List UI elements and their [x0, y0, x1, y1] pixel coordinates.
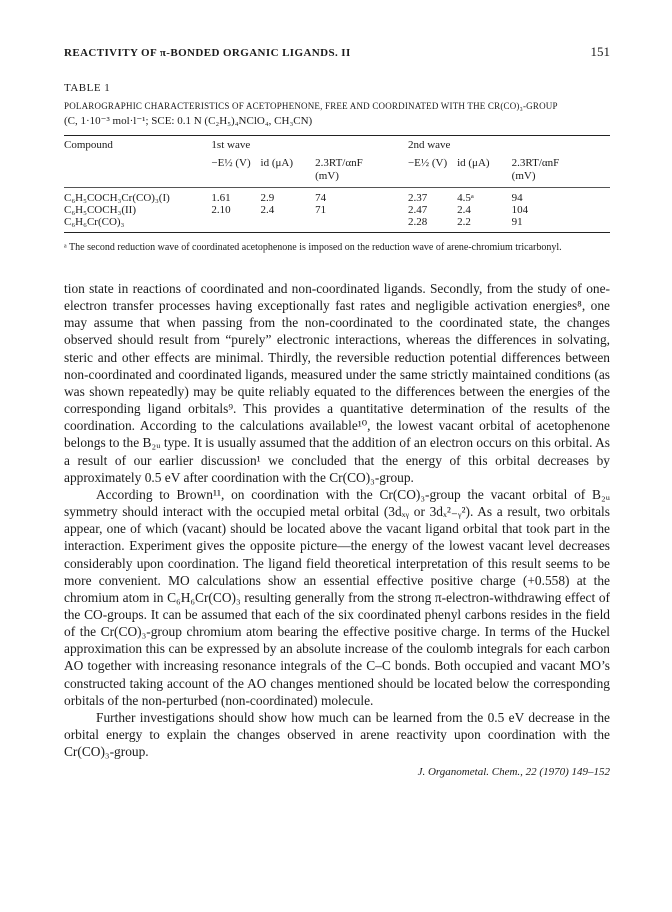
id1-cell: 2.4 — [260, 204, 275, 216]
e1-cell: 2.10 — [211, 204, 231, 216]
page — [64, 44, 610, 778]
id1-cell: 2.9 — [260, 192, 275, 204]
e2-cell: 2.37 — [407, 192, 428, 204]
section-divider — [64, 270, 610, 278]
compound-cell: C₆H₆Cr(CO)₃ — [64, 216, 125, 228]
id2-cell: 2.2 — [457, 216, 471, 228]
running-title: REACTIVITY OF π-BONDED ORGANIC LIGANDS. II — [64, 47, 351, 59]
table-row — [64, 216, 610, 233]
table-caption: POLAROGRAPHIC CHARACTERISTICS OF ACETOPHENONE, FREE AND COORDINATED WITH THE CR(CO)₃-GROUP — [64, 101, 558, 111]
data-table — [64, 135, 610, 233]
page-number: 151 — [590, 44, 610, 59]
paragraph: Further investigations should show how much can be learned from the 0.5 eV decrease in the orbital energy to explain the changes observed in arene reactivity upon coordination with the Cr(CO)₃-group. — [64, 709, 610, 760]
e2-cell: 2.28 — [407, 216, 428, 228]
id2-cell: 2.4 — [457, 204, 471, 216]
compound-cell: C₆H₅COCH₃(II) — [64, 204, 136, 216]
id2-cell: 4.5ᵃ — [457, 192, 474, 204]
table-label: TABLE 1 — [64, 82, 111, 94]
paragraph: According to Brown¹¹, on coordination with the Cr(CO)₃-group the vacant orbital of B₂ᵤ symmetry should interact with the occupied metal orbital (3dₓᵧ or 3dₓ²₋ᵧ²). As a result, two orbitals appear, one of which (vacant) should be located above the vacant ligand orbital that took part in the interaction. Experiment gives the opposite picture—the energy of the lowest vacant level decreases considerably upon coordination. The ligand field theoretical interpretation of this result seems to be more convenient. MO calculations show an essential effective positive charge (+0.558) at the chromium atom in C₆H₆Cr(CO)₃ resulting generally from the strong π-electron-withdrawing effect of the CO-groups. It can be assumed that each of the six coordinated phenyl carbons resides in the field of the Cr(CO)₃-group chromium atom bearing the effective positive charge. In terms of the Huckel approximation this can be expressed by an absolute increase of the coulomb integrals for each carbon AO together with increasing resonance integrals of the C–C bonds. Both occupied and vacant MO’s constructed taking account of the AO changes mentioned should be located below the corresponding orbitals of the non-perturbed (non-coordinated) molecule. — [64, 486, 610, 708]
table-row — [64, 204, 610, 216]
wave2-header: 2nd wave — [407, 139, 451, 151]
id1-cell — [261, 216, 316, 233]
rt1-cell: 74 — [315, 192, 327, 204]
rt1-cell — [315, 216, 408, 233]
col-rt2-header: 2.3RT/αnF (mV) — [511, 157, 560, 182]
col-id2-header: id (μA) — [457, 157, 490, 169]
col-e1-header: −E½ (V) — [211, 157, 251, 169]
compound-cell: C₆H₅COCH₃Cr(CO)₃(I) — [64, 192, 170, 204]
journal-citation: J. Organometal. Chem., 22 (1970) 149–152 — [417, 766, 610, 779]
col-e2-header: −E½ (V) — [407, 157, 448, 169]
e2-cell: 2.47 — [407, 204, 428, 216]
rt2-cell: 104 — [511, 204, 529, 216]
e1-cell — [211, 216, 260, 233]
col-rt1-header: 2.3RT/αnF (mV) — [315, 157, 363, 182]
compound-header: Compound — [64, 139, 113, 151]
col-id1-header: id (μA) — [260, 157, 294, 169]
table-footnote: ᵃ The second reduction wave of coordinated acetophenone is imposed on the reduction wave of arene-chromium tricarbonyl. — [64, 242, 562, 253]
running-header — [64, 44, 610, 66]
paragraph: tion state in reactions of coordinated and non-coordinated ligands. Secondly, from the study of one-electron transfer processes having exceptionally fast rates and negligible activation energies⁸, one may assume that when passing from the non-coordinated to the coordinated state, the changes observed should result from “purely” electronic interactions, whereas the differences in solvating, steric and other effects are minimal. Thirdly, the reversible reduction potential differences between non-coordinated and coordinated ligands, measured under the same strictly maintained conditions (as was shown repeatedly) may be quite reliably equated to the differences between the energies of the corresponding ligand orbitals⁹. This provides a quantitative determination of the results of the coordination. According to the calculations available¹⁰, the lowest vacant orbital of acetophenone belongs to the B₂ᵤ type. It is usually assumed that the addition of an electron occurs on this orbital. As a result of our earlier discussion¹ we concluded that the energy of this orbital decreases by approximately 0.5 eV after coordination with the Cr(CO)₃-group. — [64, 281, 610, 485]
table-conditions: (C, 1·10⁻³ mol·l⁻¹; SCE: 0.1 N (C₂H₅)₄NClO₄, CH₃CN) — [64, 115, 313, 127]
wave1-header: 1st wave — [211, 139, 251, 151]
body-text — [64, 280, 610, 760]
rt2-cell: 94 — [511, 192, 523, 204]
e1-cell: 1.61 — [211, 192, 231, 204]
rt1-cell: 71 — [315, 204, 327, 216]
rt2-cell: 91 — [511, 216, 523, 228]
table-row — [64, 188, 610, 205]
